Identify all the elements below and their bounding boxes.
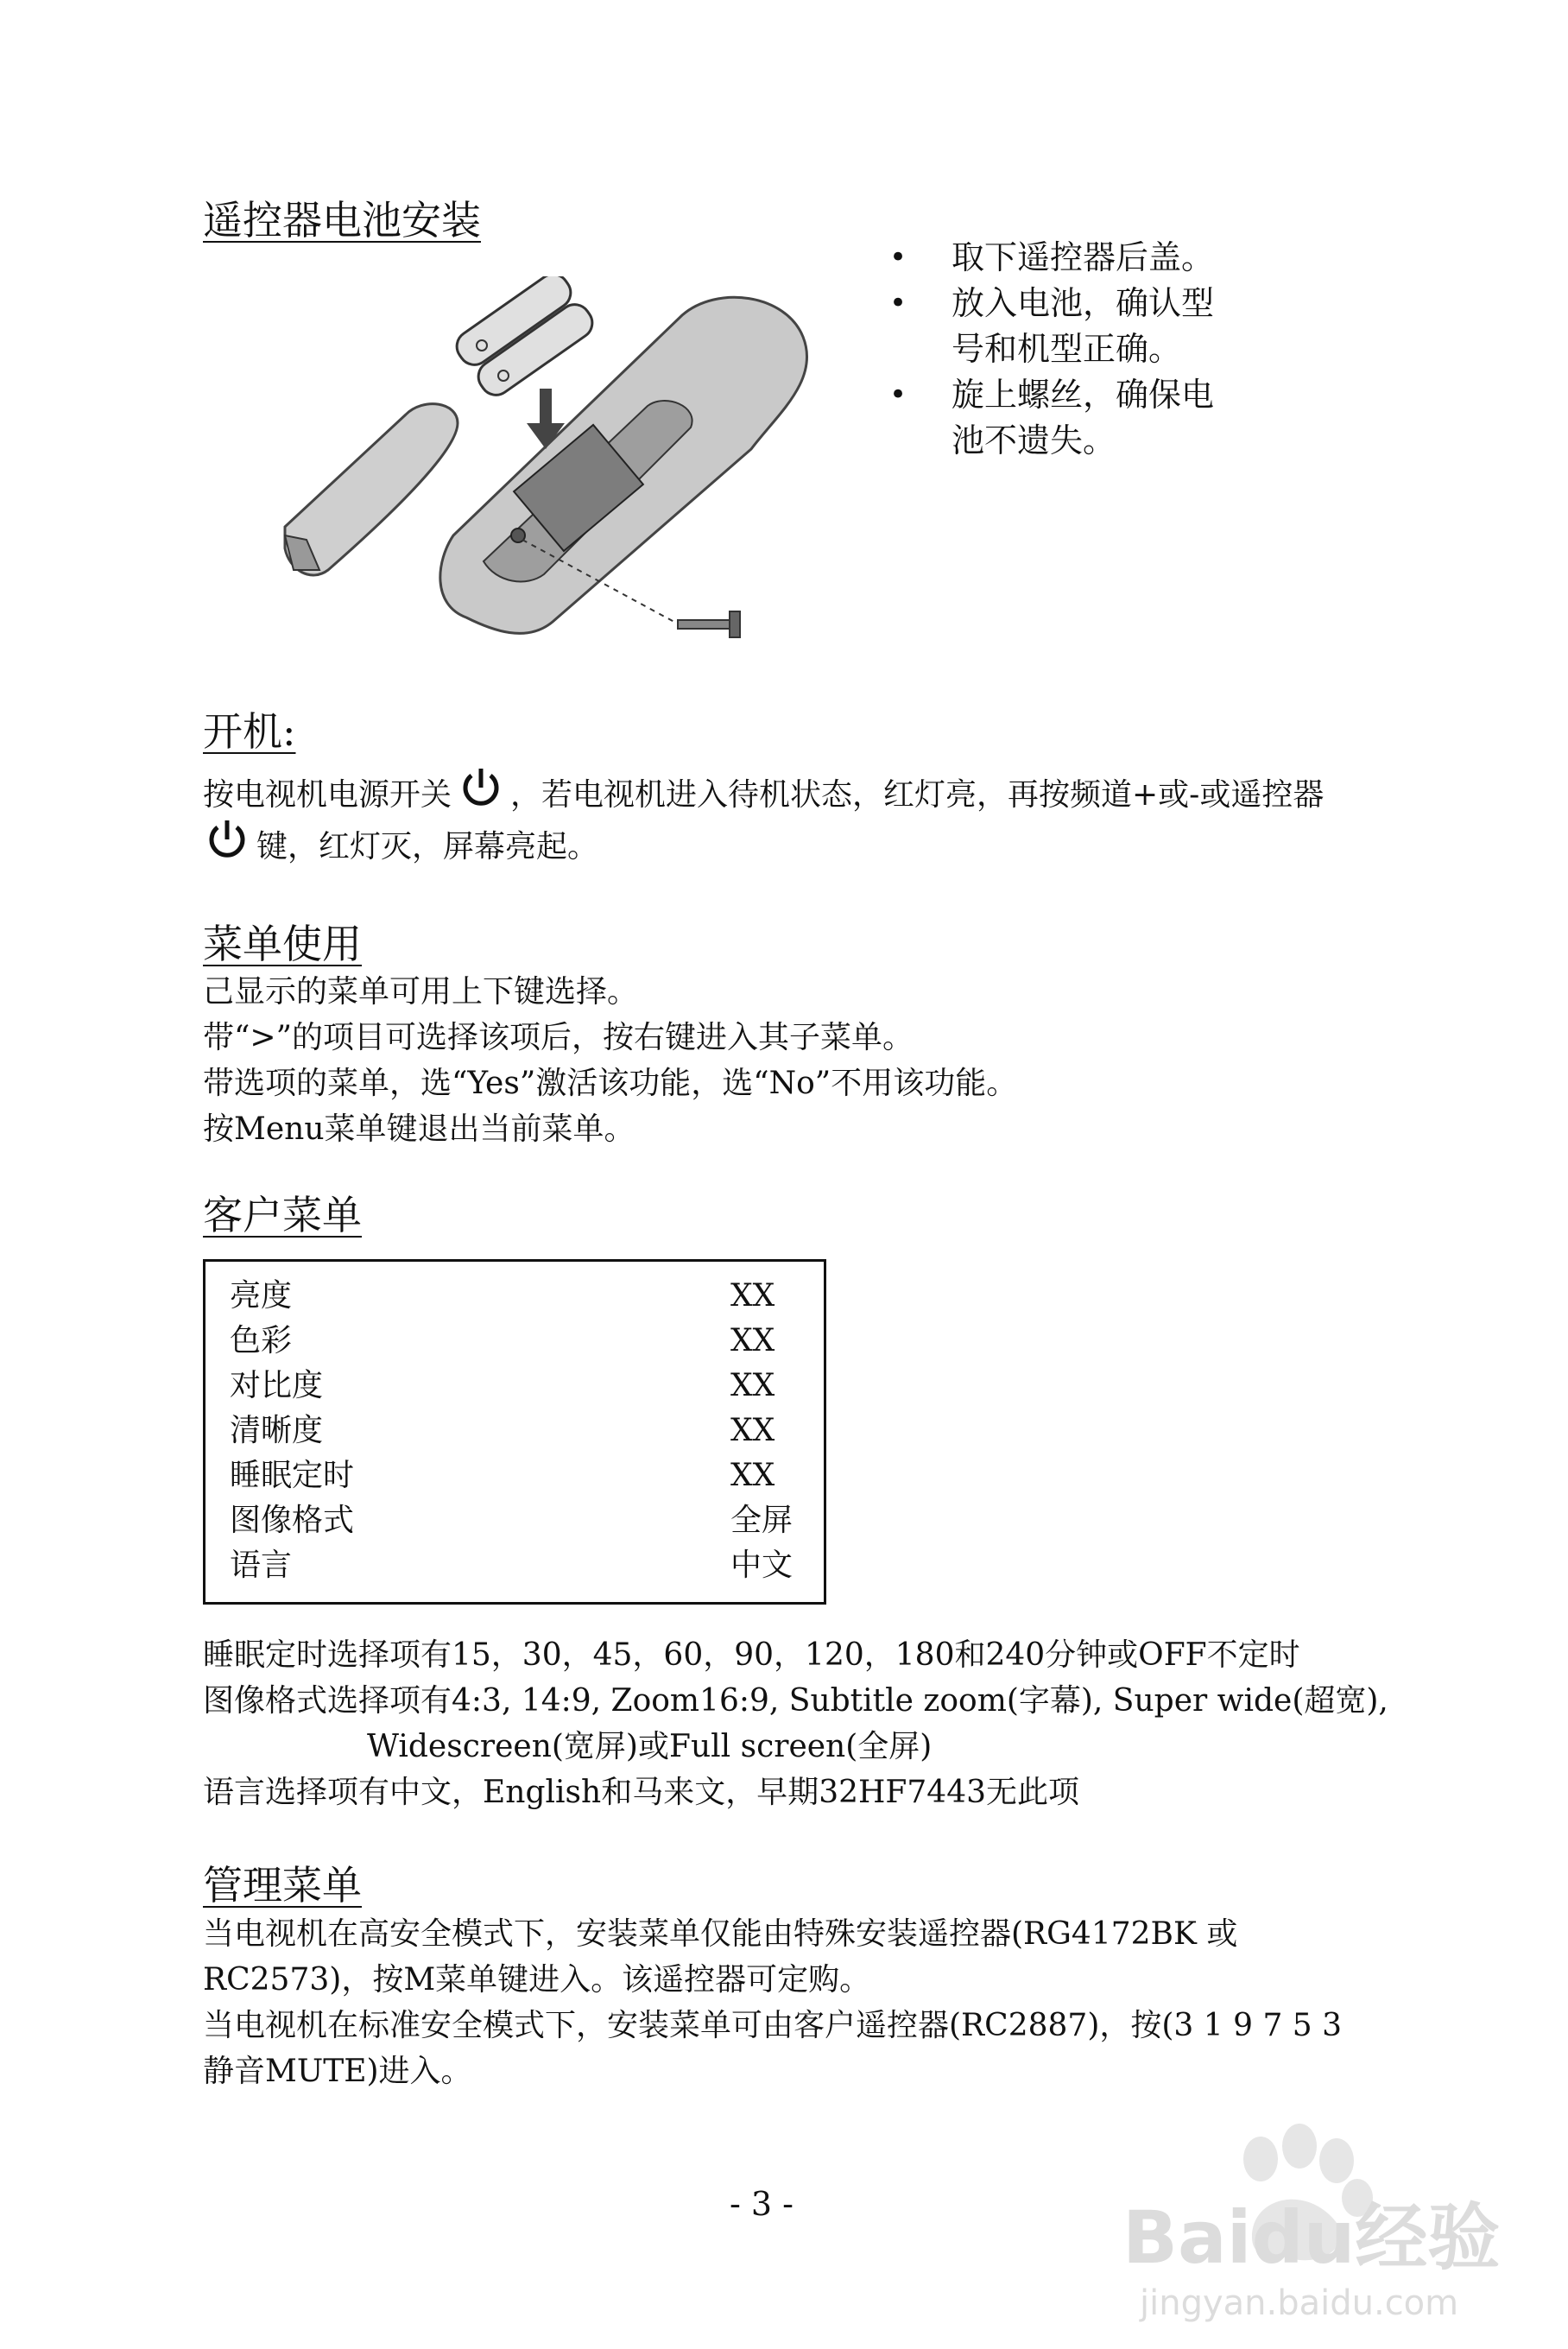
menu-row: 图像格式 全屏 bbox=[230, 1503, 793, 1538]
poweron-heading: 开机: bbox=[203, 708, 296, 755]
battery-steps bbox=[889, 235, 1214, 464]
admin-menu-body bbox=[203, 1911, 1342, 2094]
remote-battery-illustration bbox=[268, 276, 820, 656]
note-line: 睡眠定时选择项有15，30，45，60，90，120，180和240分钟或OFF不定时 bbox=[203, 1637, 1300, 1673]
battery-heading: 遥控器电池安装 bbox=[203, 197, 481, 244]
menu-row: 亮度 XX bbox=[230, 1278, 775, 1314]
admin-menu-heading: 管理菜单 bbox=[203, 1862, 362, 1909]
admin-line: 当电视机在高安全模式下，安装菜单仅能由特殊安装遥控器(RG4172BK 或 bbox=[203, 1916, 1238, 1952]
menu-row: 语言 中文 bbox=[230, 1548, 793, 1583]
menu-row: 睡眠定时 XX bbox=[230, 1458, 775, 1493]
poweron-line-2: 键，红灯灭，屏幕亮起。 bbox=[203, 819, 598, 870]
page-number: - 3 - bbox=[730, 2185, 794, 2223]
menu-usage-heading: 菜单使用 bbox=[203, 921, 362, 967]
menu-row: 色彩 XX bbox=[230, 1323, 775, 1358]
battery-step-2: • 放入电池，确认型 号和机型正确。 bbox=[889, 281, 1214, 372]
note-line: Widescreen(宽屏)或Full screen(全屏) bbox=[367, 1729, 933, 1764]
customer-menu-table bbox=[203, 1259, 826, 1605]
battery-step-3: • 旋上螺丝，确保电 池不遗失。 bbox=[889, 372, 1214, 464]
watermark-url: jingyan.baidu.com bbox=[1140, 2283, 1459, 2323]
customer-menu-heading: 客户菜单 bbox=[203, 1192, 362, 1238]
admin-line: RC2573)，按M菜单键进入。该遥控器可定购。 bbox=[203, 1962, 871, 1998]
menu-usage-body bbox=[203, 969, 1017, 1152]
watermark-brand: Baidu经验 bbox=[1122, 2195, 1501, 2280]
menu-usage-line: 按Menu菜单键退出当前菜单。 bbox=[203, 1111, 635, 1147]
note-line: 语言选择项有中文，English和马来文，早期32HF7443无此项 bbox=[203, 1775, 1079, 1810]
note-line: 图像格式选择项有4:3, 14:9, Zoom16:9, Subtitle zoom(字幕), Super wide(超宽), bbox=[203, 1683, 1388, 1719]
power-icon bbox=[203, 819, 251, 860]
baidu-watermark bbox=[1105, 2107, 1537, 2332]
menu-usage-line: 己显示的菜单可用上下键选择。 bbox=[203, 974, 639, 1010]
poweron-line-1: 按电视机电源开关 ，若电视机进入待机状态，红灯亮，再按频道+或-或遥控器 bbox=[203, 767, 1324, 818]
screw bbox=[678, 611, 740, 637]
power-icon bbox=[457, 767, 505, 808]
batteries bbox=[451, 276, 598, 401]
menu-row: 清晰度 XX bbox=[230, 1413, 775, 1448]
menu-row: 对比度 XX bbox=[230, 1368, 775, 1403]
battery-step-1: • 取下遥控器后盖。 bbox=[889, 235, 1214, 281]
back-cover bbox=[285, 404, 458, 575]
menu-usage-line: 带选项的菜单，选“Yes”激活该功能，选“No”不用该功能。 bbox=[203, 1066, 1018, 1101]
admin-line: 静音MUTE)进入。 bbox=[203, 2054, 472, 2089]
menu-usage-line: 带“>”的项目可选择该项后，按右键进入其子菜单。 bbox=[203, 1020, 914, 1055]
customer-menu-notes bbox=[203, 1632, 1388, 1815]
admin-line: 当电视机在标准安全模式下，安装菜单可由客户遥控器(RC2887)，按(3 1 9 7 5 3 bbox=[203, 2008, 1343, 2043]
